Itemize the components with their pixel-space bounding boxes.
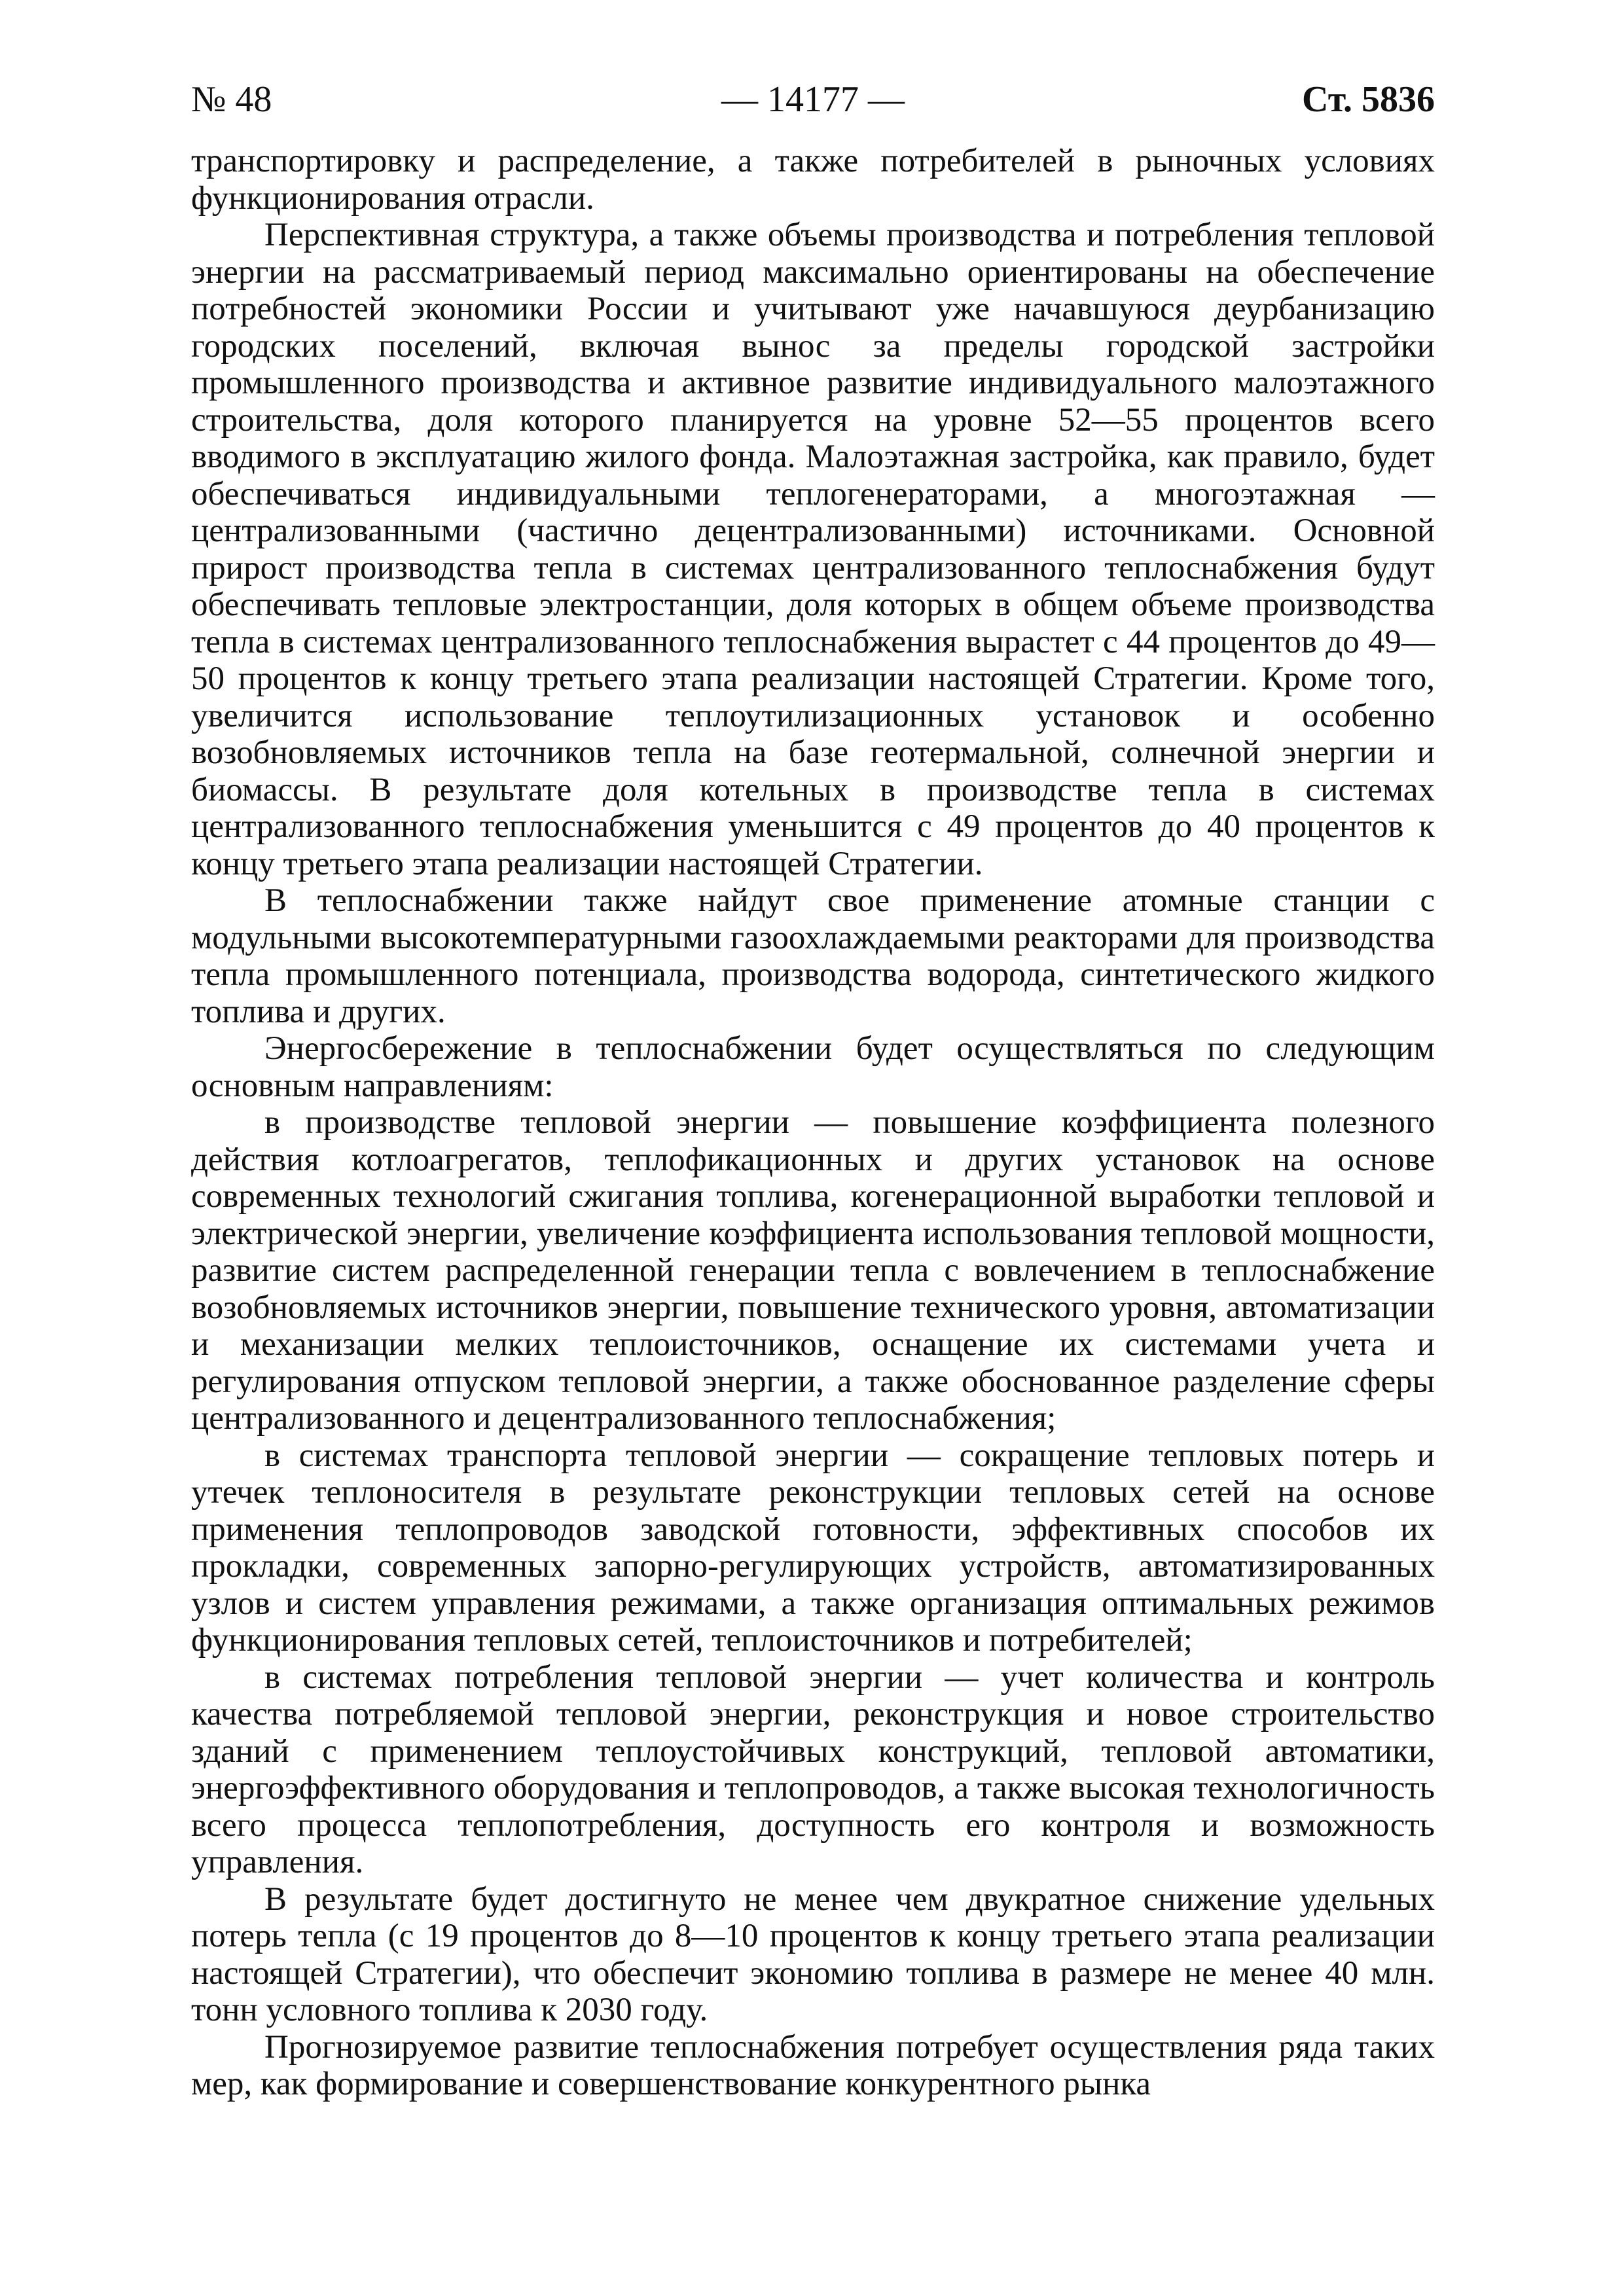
paragraph: Энергосбережение в теплоснабжении будет осуществляться по следующим основным направлениям:	[191, 1030, 1435, 1104]
article-number: Ст. 5836	[1302, 79, 1435, 120]
list-paragraph: в производстве тепловой энергии — повышение коэффициента полезного действия котлоагрегатов, теплофикационных и других установок на основе современных технологий сжигания топлива, когенерационной выработки тепловой и электрической энергии, увеличение коэффициента использования тепловой мощности, развитие систем распределенной генерации тепла с вовлечением в теплоснабжение возобновляемых источников энергии, повышение технического уровня, автоматизации и механизации мелких теплоисточников, оснащение их системами учета и регулирования отпуском тепловой энергии, а также обоснованное разделение сферы централизованного и децентрализованного теплоснабжения;	[191, 1104, 1435, 1437]
list-paragraph: в системах потребления тепловой энергии — учет количества и контроль качества потребляемой тепловой энергии, реконструкция и новое строительство зданий с применением теплоустойчивых конструкций, тепловой автоматики, энергоэффективного оборудования и теплопроводов, а также высокая технологичность всего процесса теплопотребления, доступность его контроля и возможность управления.	[191, 1659, 1435, 1880]
page-number: — 14177 —	[721, 79, 905, 120]
issue-number: № 48	[191, 79, 272, 120]
page-header	[191, 73, 1435, 126]
list-paragraph: в системах транспорта тепловой энергии — сокращение тепловых потерь и утечек теплоносителя в результате реконструкции тепловых сетей на основе применения теплопроводов заводской готовности, эффективных способов их прокладки, современных запорно-регулирующих устройств, автоматизированных узлов и систем управления режимами, а также организация оптимальных режимов функционирования тепловых сетей, теплоисточников и потребителей;	[191, 1437, 1435, 1659]
paragraph-continuation: транспортировку и распределение, а также потребителей в рыночных условиях функционирования отрасли.	[191, 143, 1435, 217]
paragraph: В теплоснабжении также найдут свое применение атомные станции с модульными высокотемпературными газоохлаждаемыми реакторами для производства тепла промышленного потенциала, производства водорода, синтетического жидкого топлива и других.	[191, 882, 1435, 1030]
paragraph: Прогнозируемое развитие теплоснабжения потребует осуществления ряда таких мер, как формирование и совершенствование конкурентного рынка	[191, 2028, 1435, 2102]
paragraph: Перспективная структура, а также объемы производства и потребления тепловой энергии на рассматриваемый период максимально ориентированы на обеспечение потребностей экономики России и учитывают уже начавшуюся деурбанизацию городских поселений, включая вынос за пределы городской застройки промышленного производства и активное развитие индивидуального малоэтажного строительства, доля которого планируется на уровне 52—55 процентов всего вводимого в эксплуатацию жилого фонда. Малоэтажная застройка, как правило, будет обеспечиваться индивидуальными теплогенераторами, а многоэтажная — централизованными (частично децентрализованными) источниками. Основной прирост производства тепла в системах централизованного теплоснабжения будут обеспечивать тепловые электростанции, доля которых в общем объеме производства тепла в системах централизованного теплоснабжения вырастет с 44 процентов до 49—50 процентов к концу третьего этапа реализации настоящей Стратегии. Кроме того, увеличится использование теплоутилизационных установок и особенно возобновляемых источников тепла на базе геотермальной, солнечной энергии и биомассы. В результате доля котельных в производстве тепла в системах централизованного теплоснабжения уменьшится с 49 процентов до 40 процентов к концу третьего этапа реализации настоящей Стратегии.	[191, 217, 1435, 882]
paragraph: В результате будет достигнуто не менее чем двукратное снижение удельных потерь тепла (с 19 процентов до 8—10 процентов к концу третьего этапа реализации настоящей Стратегии), что обеспечит экономию топлива в размере не менее 40 млн. тонн условного топлива к 2030 году.	[191, 1880, 1435, 2028]
document-body	[191, 143, 1435, 2103]
